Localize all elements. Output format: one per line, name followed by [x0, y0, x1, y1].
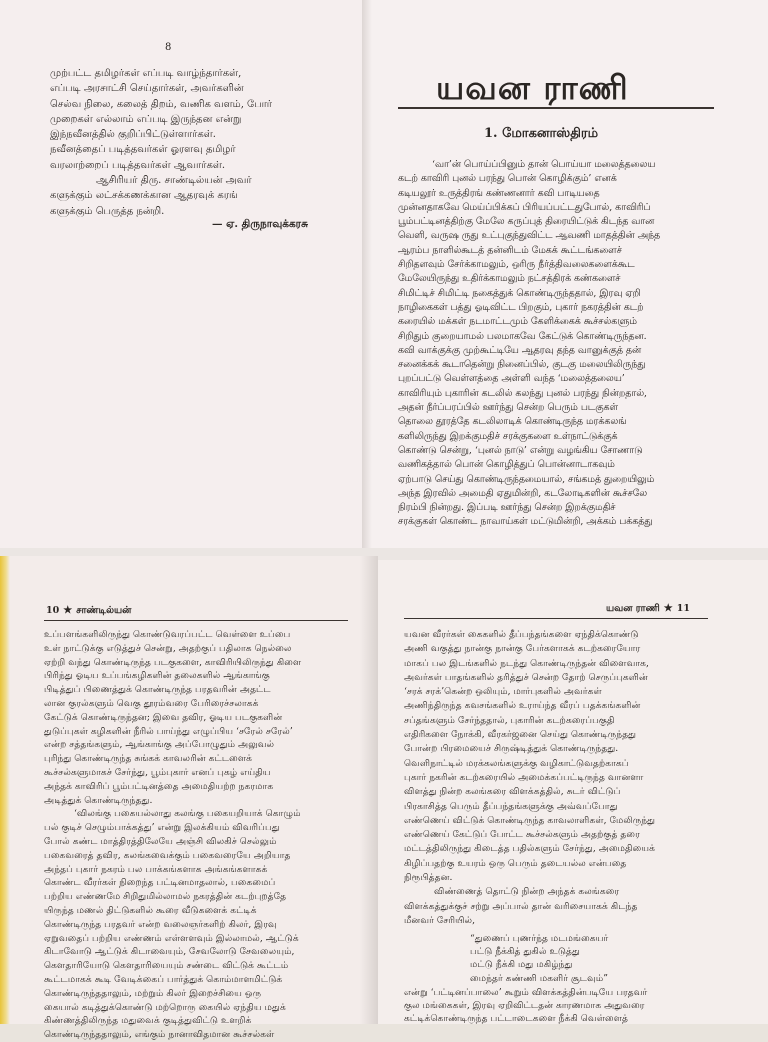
text-line: மேலேயிருந்து உதிர்க்காமலும் நட்சத்திரக் கண்களைச்	[398, 273, 621, 285]
page-11-text	[404, 628, 655, 928]
text-line: கொண்டிருந்ததாலும், எங்கும் நானாவிதமான கூச்சல்கள்	[44, 1029, 275, 1041]
text-line: முன்னதாகவே மெய்ப்பிக்கப் பிரியப்பட்டதுபோல், காவிரிப்	[398, 201, 651, 213]
text-line: கரையில் மக்கள் நடமாட்டமும் கேளிக்கைக் கூச்சல்களும்	[398, 316, 637, 328]
text-line: என்று ‘பட்டினப்பாலை’ கூறும் விளக்கத்தின்படியே பரதவர்	[404, 987, 648, 998]
text-line: கிழிப்பதற்கு உயரம் ஒரு பெரும் தடையல்ல என்பதை	[404, 857, 627, 869]
text-line: கட்டிக்கொண்டிருந்த பட்டாடைகளை நீக்கி வெள்ளைத்	[404, 1013, 628, 1025]
text-line: புரிந்து கொண்டிருந்த சுங்கக் காவலரின் கட்டளைக்	[44, 753, 252, 765]
text-line: கொண்டிருந்ததாலும், மற்றும் கிலர் இறைச்சியை ஒரு	[44, 987, 262, 999]
text-line: கவி வாக்குக்கு முற்கூட்டியே ஆதரவு தந்த வானுக்குத் தன்	[398, 344, 642, 356]
text-line: செல்வ நிலை, கலைத் திறம், வணிக வளம், போர்	[50, 98, 273, 110]
text-line: அணிந்திருந்த கவசங்களில் உராய்ந்த வீரப் பதக்கங்களின்	[404, 700, 641, 712]
page-11-text-after-poem	[404, 986, 647, 1026]
text-line: அணி வகுத்து நான்கு நான்கு பேர்களாகக் கடற்கரையோர	[404, 643, 641, 655]
text-line: கேட்டுக் கொண்டிருந்தன; இவை தவிர, ஓடிய படகுகளின்	[44, 711, 283, 723]
text-line: தொலை தூரத்தே கடலிலாடிக் கொண்டிருந்த மரக்கலங்	[398, 416, 627, 428]
text-line: துடுப்புகள் கழிகளின் நீரில் பாய்ந்து எழுப்பிய ‘சரேல் சரேல்’	[44, 725, 293, 737]
page-number: 11	[676, 603, 690, 614]
text-line: கௌதாரியோடு கௌதாரியையும் சண்டை விட்டுக் கூட்டம்	[44, 960, 289, 972]
text-line: நிரம்பி நின்றது. இப்படி ஊர்ந்து சென்ற இறக்குமதிச்	[398, 502, 616, 514]
text-line: கூட்டமாகக் கூடி வேடிக்கைப் பார்த்துக் கொம்மாளமிட்டுக்	[44, 973, 283, 985]
text-line: கொண்ட வீரர்கள் நிறைந்த பட்டினமாதலால், பகைமைப்	[44, 877, 276, 889]
star-icon: ★	[63, 605, 73, 616]
text-line: பிரகாசித்த பெரும் தீப்பந்தங்களுக்கு அவ்வப்போது	[404, 800, 618, 812]
text-line: ஏற்பாடு செய்து கொண்டிருந்தமையால், சங்கமத் துறையிலும்	[398, 473, 655, 485]
text-line: அந்தக் காவிரிப் பூம்பட்டினத்தை அமைதியற்ற நகரமாக	[44, 780, 274, 792]
text-line: இந்நவீனத்தில் குறிப்பிட்டுள்ளார்கள்.	[50, 129, 216, 141]
text-line: கடற் காவிரி புனல் பரந்து பொன் கொழிக்கும்’ எனக்	[398, 173, 617, 185]
text-line: அந்த இரவில் அமைதி ஏதுமின்றி, கடலோடிகளின் கூச்சலே	[398, 487, 648, 499]
text-line: ‘விலங்கு பகையல்லாது கலங்கு பகையறியாக் கொழும்	[74, 808, 301, 820]
text-line: சிறிதளவும் சேர்க்காமலும், ஒரிரு நீர்த்திவலைகளைக்கூட	[398, 259, 635, 271]
text-line: எப்படி அரசாட்சி செய்தார்கள், அவர்களின்	[50, 83, 244, 95]
text-line: கிண்ணத்திலிருந்த மதுவைக் குடித்துவிட்டு உளறிக்	[44, 1015, 252, 1027]
text-line: பிரிந்து ஓடிய உப்பங்கழிகளின் தலைகளில் ஆங்காங்கு	[44, 670, 270, 682]
text-line: ஆரம்ப நாளில்கூடத் தன்னிடம் மேகக் கூட்டங்களைச்	[398, 244, 622, 256]
running-title: யவன ராணி	[606, 603, 660, 614]
book-binding	[0, 556, 10, 1024]
text-line: நிரூபித்தன.	[404, 872, 453, 884]
text-line: லான குரல்களும் வெகு தூரம்வரை பேரிரைச்சலாகக்	[44, 697, 259, 709]
page-8	[0, 0, 362, 548]
text-line: போல் கண்ட மாத்திரத்திலேயே அஞ்சி விலகிச் செல்லும்	[44, 835, 277, 847]
text-line: உள் நாட்டுக்கு எடுத்துச் சென்று, அதற்குப் பதிலாக நெல்லை	[44, 642, 292, 654]
text-line: ஆசிரியர் திரு. சாண்டில்யன் அவர்	[96, 175, 252, 187]
text-line: எண்ணெய் கேட்டுப் போட்ட கூச்சல்களும் அதற்குத் தரை	[404, 829, 640, 841]
text-line: வரலாற்றைப் படித்தவர்கள் ஆவார்கள்.	[50, 159, 226, 171]
text-line: பூம்பட்டினத்திற்கு மேலே கருப்புத் திரையிட்டுக் கிடந்த வான	[398, 216, 655, 228]
text-line: ‘சரக் சரக்’கென்ற ஒலியும், மார்புகளில் அவர்கள்	[404, 686, 602, 698]
preface-text	[50, 66, 272, 219]
page-gutter	[362, 0, 372, 548]
chapter-title: 1. மோகனாஸ்திரம்	[484, 126, 599, 141]
text-line: கொண்டிருந்த பரதவர் என்ற வலைஞர்களிற் கிலர், இரவு	[44, 918, 277, 930]
header-rule	[404, 618, 708, 619]
author-name: சாண்டில்யன்	[76, 605, 132, 616]
text-line: பற்றிய எண்ணமே சிறிதுமில்லாமல் நகரத்தின் கடற்புறத்தே	[44, 891, 287, 903]
text-line: சப்தங்களும் சேர்ந்ததால், புகாரின் கடற்கரைப்பகுதி	[404, 714, 615, 726]
text-line: உப்பளங்களிலிருந்து கொண்டுவரப்பட்ட வெள்ளை உப்பை	[44, 629, 291, 640]
running-head-left	[46, 605, 131, 617]
text-line: விண்ணைத் தொட்டு நின்ற அந்தக் கலங்கரை	[434, 886, 620, 898]
text-line: பல் குடிச் செழும்பாக்கத்து’ என்று இலக்கியம் விவரிப்பது	[44, 822, 280, 834]
page-number: 10	[46, 605, 60, 616]
text-line: ஏறுவதைப் பற்றிய எண்ணம் எள்ளளவும் இல்லாமல், ஆட்டுக்	[44, 932, 299, 944]
text-line: களுக்கும் பெருத்த நன்றி.	[50, 205, 165, 217]
page-shadow	[360, 556, 378, 1024]
text-line: அந்தப் புகார் நகரம் பல பாக்கங்களாக அங்கங்களாகக்	[44, 863, 268, 875]
title-divider	[398, 107, 714, 109]
text-line: வெளிநாட்டில் மரக்கலங்களுக்கு வழிகாட்டுவதற்காகப்	[404, 757, 629, 769]
poem-line: மட்டு நீக்கி மது மகிழ்ந்து	[470, 959, 573, 971]
poem-line: பட்டு நீக்கித் துகில் உடுத்து	[470, 946, 580, 958]
text-line: புறப்பட்டு வெள்ளத்தை அள்ளி வந்த ‘மலைத்தலைய’	[398, 373, 625, 385]
text-line: நாழிகைகள் பத்து ஓடிவிட்ட பிறகும், புகார் நகரத்தின் கடற்	[398, 301, 644, 313]
text-line: போன்ற பிரமையைச் சிருஷ்டித்துக் கொண்டிருந்தது.	[404, 743, 619, 755]
running-head-right	[606, 603, 690, 615]
text-line: விளக்கத்துக்குச் சற்று அப்பால் தான் வரிசையாகக் கிடந்த	[404, 900, 638, 912]
text-line: கடியலூர் உருத்திரங் கண்ணனார் கவி பாடியதை	[398, 187, 600, 199]
text-line: குல மங்கைகள், இரவு ஏறிவிட்டதன் காரணமாக அதுவரை	[404, 1000, 645, 1012]
text-line: அடித்துக் கொண்டிருந்தது.	[44, 794, 153, 806]
text-line: மீனவர் சேரியில்,	[404, 914, 476, 926]
text-line: கொண்டு சென்று, ‘புனல் நாடு’ என்று வழங்கிய சோணாடு	[398, 444, 643, 456]
chapter-text	[398, 158, 660, 530]
text-line: சிமிட்டிச் சிமிட்டி நகைத்துக் கொண்டிருந்ததால், இரவு ஏறி	[398, 287, 641, 299]
text-line: எதிரிகளை நோக்கி, வீரகர்ஜனை செய்து கொண்டிருந்தது	[404, 729, 637, 741]
text-line: காவிரியும் புகாரின் கடலில் கலந்து புனல் பரந்து நின்றதால்,	[398, 387, 648, 399]
text-line: வணிகத்தால் பொன் கொழித்துப் பொன்னாடாகவும்	[398, 459, 615, 471]
text-line: மட்டத்திலிருந்து கிடைத்த பதில்களும் சேர்ந்து, அமைதியைக்	[404, 843, 656, 855]
text-line: களுக்கும் லட்சக்கணக்கான ஆதரவுக் கரங்	[50, 190, 238, 202]
text-line: சரக்குகள் கொண்ட நாவாய்கள் மட்டுமின்றி, அக்கம் பக்கத்து	[398, 516, 653, 528]
text-line: கூச்சல்களுமாகச் சேர்ந்து, பூம்புகார் எனப் புகழ் எய்திய	[44, 766, 271, 778]
text-line: அவர்கள் பாதங்களில் தரித்துச் சென்ற தோற் செருப்புகளின்	[404, 671, 648, 683]
page-10-text	[44, 628, 301, 1042]
text-line: நவீனத்தைப் படித்தவர்கள் ஓரளவு தமிழர்	[50, 144, 236, 156]
text-line: பிடித்துப் பிணைத்துக் கொண்டிருந்த பரதவரின் அதட்ட	[44, 684, 271, 696]
text-line: களிலிருந்து இறக்குமதிச் சரக்குகளை உள்நாட்டுக்குக்	[398, 430, 618, 442]
page-number: 8	[165, 42, 172, 53]
text-line: அதன் நீர்ப்பரப்பில் ஊர்ந்து சென்ற பெரும் படகுகள்	[398, 402, 619, 414]
text-line: எண்ணெய் விட்டுக் கொண்டிருந்த காவலாளிகள், மேலிருந்து	[404, 814, 656, 826]
text-line: சிறிதும் குறையாமல் பலமாகவே கேட்டுக் கொண்டிருந்தன.	[398, 330, 647, 342]
text-line: புகார் நகரின் கடற்கரையில் அமைக்கப்பட்டிருந்த வானளா	[404, 771, 644, 783]
header-rule	[44, 620, 348, 621]
text-line: யிருந்த மணல் திட்டுகளில் கூரை வீடுகளைக் கட்டிக்	[44, 904, 257, 916]
book-title: யவன ராணி	[436, 68, 629, 107]
text-line: கையால் கடித்துக்கொண்டு மற்றொரு கையில் ஏந்திய மதுக்	[44, 1001, 286, 1013]
text-line: மாகப் பல இடங்களில் நடந்து கொண்டிருந்தன் விளைவாக,	[404, 657, 649, 669]
poem-quote	[470, 932, 608, 985]
poem-line: மைந்தர் கண்ணி மகளிர் சூடவும்”	[470, 972, 608, 984]
text-line: ‘வா’ன் பொய்ப்பினும் தான் பொய்யா மலைத்தலைய	[432, 159, 656, 170]
text-line: யவன வீரர்கள் கைகளில் தீப்பந்தங்களை ஏந்திக்கொண்டு	[404, 629, 639, 640]
text-line: என்ற சத்தங்களும், ஆங்காங்கு அப்போழுதும் அலுவல்	[44, 739, 275, 751]
text-line: கிடாவோடு ஆட்டுக் கிடாவையும், சேவலோடு சேவலையும்,	[44, 946, 295, 958]
signature: — ஏ. திருநாவுக்கரசு	[212, 218, 308, 230]
text-line: வெளி, வருஷ ருது உட்புகுந்துவிட்ட ஆவணி மாதத்தின் அந்த	[398, 230, 661, 242]
star-icon: ★	[663, 603, 673, 614]
text-line: முறைகள் எல்லாம் எப்படி இருந்தன என்று	[50, 113, 242, 125]
text-line: விளத்து நின்ற கலங்கரை விளக்கத்தில், சுடர் விட்டுப்	[404, 786, 621, 798]
poem-line: “துணைப் புணர்ந்த மடமங்கையர்	[470, 933, 609, 944]
text-line: சனைக்கக் கூடாதென்று நினைப்பில், குடகு மலையிலிருந்து	[398, 359, 646, 371]
text-line: பகைவரைத் தவிர, கலங்கவைக்கும் பகைவரையே அறியாத	[44, 849, 291, 861]
text-line: ஏற்றி வந்து கொண்டிருந்த படகுகளை, காவிரியிலிருந்து கிளை	[44, 656, 302, 668]
text-line: முற்பட்ட தமிழர்கள் எப்படி வாழ்ந்தார்கள்,	[50, 68, 242, 79]
